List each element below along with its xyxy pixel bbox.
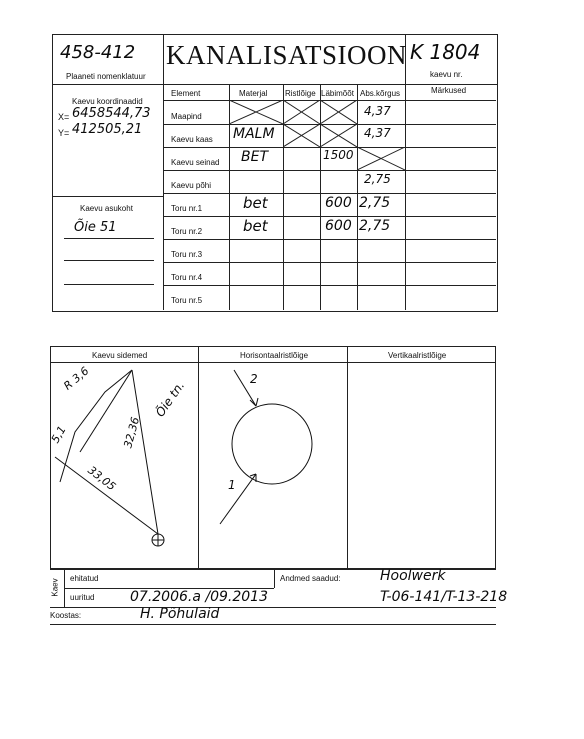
row-label-toru-4: Toru nr.4 — [171, 273, 203, 282]
header-notes: Märkused — [431, 86, 467, 95]
coordinate-x-label: X= — [58, 112, 70, 122]
toru1-diameter: 600 — [325, 195, 352, 211]
toru2-diameter: 600 — [325, 218, 352, 234]
sketch-col1-label: Kaevu sidemed — [92, 351, 148, 360]
row-label-toru-1: Toru nr.1 — [171, 204, 203, 213]
row-label-kaevu-seinad: Kaevu seinad — [171, 158, 220, 167]
location-label: Kaevu asukoht — [80, 204, 133, 213]
footer-side-label: Kaev — [50, 578, 60, 597]
row-label-maapind: Maapind — [171, 112, 202, 121]
dim-top-label: R 3,6 — [61, 364, 92, 393]
sketch-divider-2 — [347, 346, 348, 570]
footer-compiled-line — [50, 624, 496, 625]
data-source-value: Hoolwerk — [380, 568, 446, 584]
element-table — [163, 84, 496, 310]
footer-bottom-line — [50, 607, 496, 608]
location-value: Õie 51 — [74, 220, 117, 235]
sketch-col2-label: Horisontaalristlõige — [240, 351, 309, 360]
toru1-elevation: 2,75 — [359, 195, 391, 211]
pipe-1-label: 1 — [228, 478, 236, 492]
measured-value: 07.2006.a /09.2013 — [130, 589, 268, 605]
coordinates-label: Kaevu koordinaadid — [72, 97, 143, 106]
dim-right-label: 32,36 — [121, 415, 143, 450]
row-label-toru-5: Toru nr.5 — [171, 296, 203, 305]
coordinate-y-value: 412505,21 — [72, 122, 143, 137]
sketch-col3-label: Vertikaalristlõige — [388, 351, 447, 360]
well-number-label: kaevu nr. — [430, 70, 463, 79]
coordinate-x-value: 6458544,73 — [72, 106, 151, 121]
compiled-value: H. Põhulaid — [140, 606, 220, 622]
page-title: KANALISATSIOON — [166, 40, 407, 70]
toru1-material: bet — [243, 194, 268, 212]
seinad-diameter: 1500 — [323, 148, 354, 162]
measured-label: uuritud — [70, 593, 95, 602]
header-diameter: Läbimõõt — [321, 89, 354, 98]
street-name-label: Õie tn. — [152, 378, 188, 420]
row-label-kaevu-kaas: Kaevu kaas — [171, 135, 213, 144]
header-elevation: Abs.kõrgus — [360, 89, 401, 98]
kaas-elevation: 4,37 — [364, 126, 391, 140]
toru2-elevation: 2,75 — [359, 218, 391, 234]
footer-source-divider — [274, 568, 275, 588]
row-label-toru-3: Toru nr.3 — [171, 250, 203, 259]
toru2-material: bet — [243, 217, 268, 235]
pohi-elevation: 2,75 — [364, 172, 391, 186]
well-number-value: K 1804 — [410, 40, 481, 64]
dim-bottom-label: 33,05 — [85, 463, 119, 494]
sheet-nomenclature-value: 458-412 — [60, 42, 136, 63]
row-label-toru-2: Toru nr.2 — [171, 227, 203, 236]
location-divider — [52, 196, 163, 197]
cross-out-mark — [229, 100, 357, 124]
location-line-2 — [64, 260, 154, 261]
kaas-material: MALM — [233, 126, 275, 142]
location-line-1 — [64, 238, 154, 239]
built-label: ehitatud — [70, 574, 99, 583]
data-source-label: Andmed saadud: — [280, 574, 341, 583]
seinad-material: BET — [241, 149, 269, 165]
data-source-ref: T-06-141/T-13-218 — [380, 589, 508, 605]
header-cross-section: Ristlõige — [285, 89, 316, 98]
compiled-label: Koostas: — [50, 611, 82, 620]
header-element: Element — [171, 89, 201, 98]
horizontal-cross-section — [198, 362, 347, 568]
header-material: Materjal — [239, 89, 268, 98]
cross-out-mark — [357, 147, 405, 170]
maapind-elevation: 4,37 — [364, 104, 391, 118]
dim-left-label: 5,1 — [48, 423, 69, 446]
pipe-2-label: 2 — [250, 372, 258, 386]
location-line-3 — [64, 284, 154, 285]
sheet-nomenclature-label: Plaaneti nomenklatuur — [66, 72, 146, 81]
cross-out-mark — [283, 124, 357, 147]
footer-side-divider — [64, 568, 65, 607]
row-label-kaevu-pohi: Kaevu põhi — [171, 181, 212, 190]
coordinate-y-label: Y= — [58, 128, 70, 138]
